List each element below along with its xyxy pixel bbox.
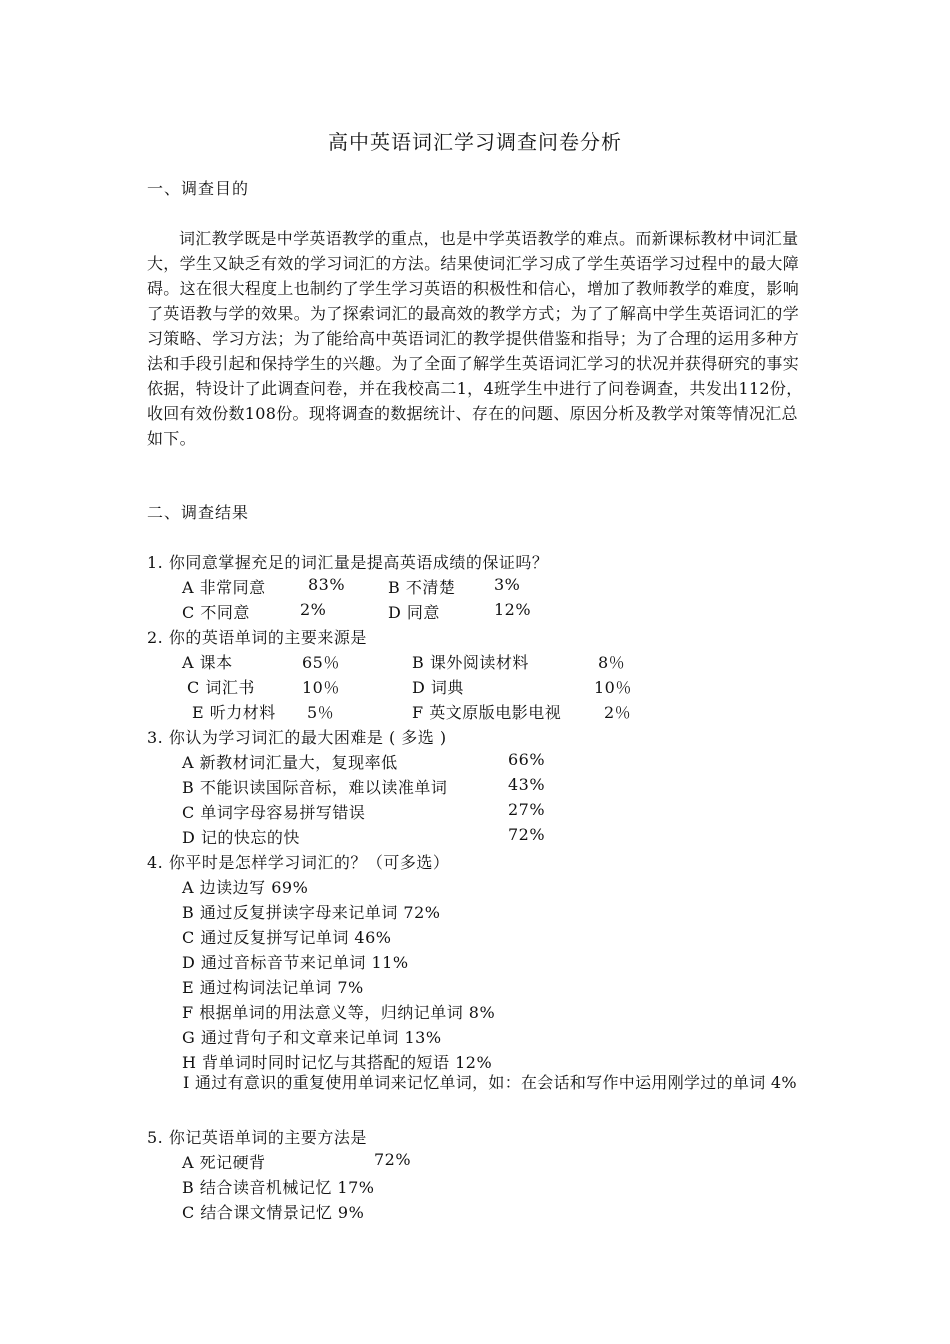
q4-option-a: A 边读边写 69% [182,878,309,897]
q2-option-d [412,675,632,698]
q2-option-a [182,650,340,673]
option-value: 10％ [594,678,632,697]
option-value: 8％ [598,653,626,672]
option-value: 3% [494,575,521,594]
option-text: F 英文原版电影电视 [412,703,562,722]
option-value: 66% [508,750,546,769]
q2-option-b [412,650,626,673]
q5-option-a [182,1150,412,1173]
document-title: 高中英语词汇学习调查问卷分析 [328,130,622,154]
option-text: A 非常同意 [182,578,266,597]
option-value: 43% [508,775,546,794]
section1-heading: 一、调查目的 [147,179,250,198]
q1-option-c [182,600,327,623]
q5-option-b: B 结合读音机械记忆 17% [182,1178,375,1197]
q1-option-b [388,575,521,598]
q3-option-b [182,775,546,798]
option-text: D 记的快忘的快 [182,828,300,847]
option-value: 72% [508,825,546,844]
option-value: 72% [374,1150,412,1169]
option-value: 12% [494,600,532,619]
q4-option-f: F 根据单词的用法意义等，归纳记单词 8% [182,1003,496,1022]
option-value: 5％ [307,703,335,722]
option-value: 83% [308,575,346,594]
q2-option-f [412,700,632,723]
q4-option-b: B 通过反复拼读字母来记单词 72% [182,903,441,922]
option-value: 65％ [302,653,340,672]
option-text: B 课外阅读材料 [412,653,529,672]
q4-option-g: G 通过背句子和文章来记单词 13% [182,1028,442,1047]
q2-option-e [192,700,335,723]
question-5: 5. 你记英语单词的主要方法是 [147,1128,367,1147]
q1-option-d [388,600,532,623]
question-2: 2. 你的英语单词的主要来源是 [147,628,367,647]
option-text: D 同意 [388,603,440,622]
option-text: D 词典 [412,678,464,697]
section2-heading: 二、调查结果 [147,503,250,522]
option-text: C 单词字母容易拼写错误 [182,803,366,822]
option-text: A 死记硬背 [182,1153,266,1172]
question-3: 3. 你认为学习词汇的最大困难是 ( 多选 ) [147,728,447,747]
q4-option-d: D 通过音标音节来记单词 11% [182,953,409,972]
q5-option-c: C 结合课文情景记忆 9% [182,1203,365,1222]
option-text: C 不同意 [182,603,250,622]
option-text: C 词汇书 [187,678,255,697]
question-4: 4. 你平时是怎样学习词汇的？（可多选） [147,853,450,872]
option-text: A 课本 [182,653,233,672]
option-value: 27% [508,800,546,819]
option-text: A 新教材词汇量大，复现率低 [182,753,398,772]
q4-option-i: I 通过有意识的重复使用单词来记忆单词，如：在会话和写作中运用刚学过的单词 4% [183,1073,797,1092]
q4-option-c: C 通过反复拼写记单词 46% [182,928,392,947]
q4-option-h: H 背单词时同时记忆与其搭配的短语 12% [182,1053,493,1072]
option-value: 2% [300,600,327,619]
q3-option-c [182,800,546,823]
q3-option-d [182,825,546,848]
q4-option-e: E 通过构词法记单词 7% [182,978,364,997]
q2-option-c [187,675,340,698]
question-1: 1. 你同意掌握充足的词汇量是提高英语成绩的保证吗？ [147,553,549,572]
q1-option-a [182,575,346,598]
option-text: B 不清楚 [388,578,456,597]
option-text: E 听力材料 [192,703,276,722]
option-value: 10％ [302,678,340,697]
section1-paragraph: 词汇教学既是中学英语教学的重点，也是中学英语教学的难点。而新课标教材中词汇量大，学生又缺乏有效的学习词汇的方法。结果使词汇学习成了学生英语学习过程中的最大障碍。这在很大程度上也制约了学生学习英语的积极性和信心，增加了教师教学的难度，影响了英语教与学的效果。为了探索词汇的最高效的教学方式；为了了解高中学生英语词汇的学习策略、学习方法；为了能给高中英语词汇的教学提供借鉴和指导；为了合理的运用多种方法和手段引起和保持学生的兴趣。为了全面了解学生英语词汇学习的状况并获得研究的事实依据，特设计了此调查问卷，并在我校高二1，4班学生中进行了问卷调查，共发出112份，收回有效份数108份。现将调查的数据统计、存在的问题、原因分析及教学对策等情况汇总如下。 [147,229,803,448]
option-text: B 不能识读国际音标，难以读准单词 [182,778,448,797]
q3-option-a [182,750,546,773]
option-value: 2％ [604,703,632,722]
